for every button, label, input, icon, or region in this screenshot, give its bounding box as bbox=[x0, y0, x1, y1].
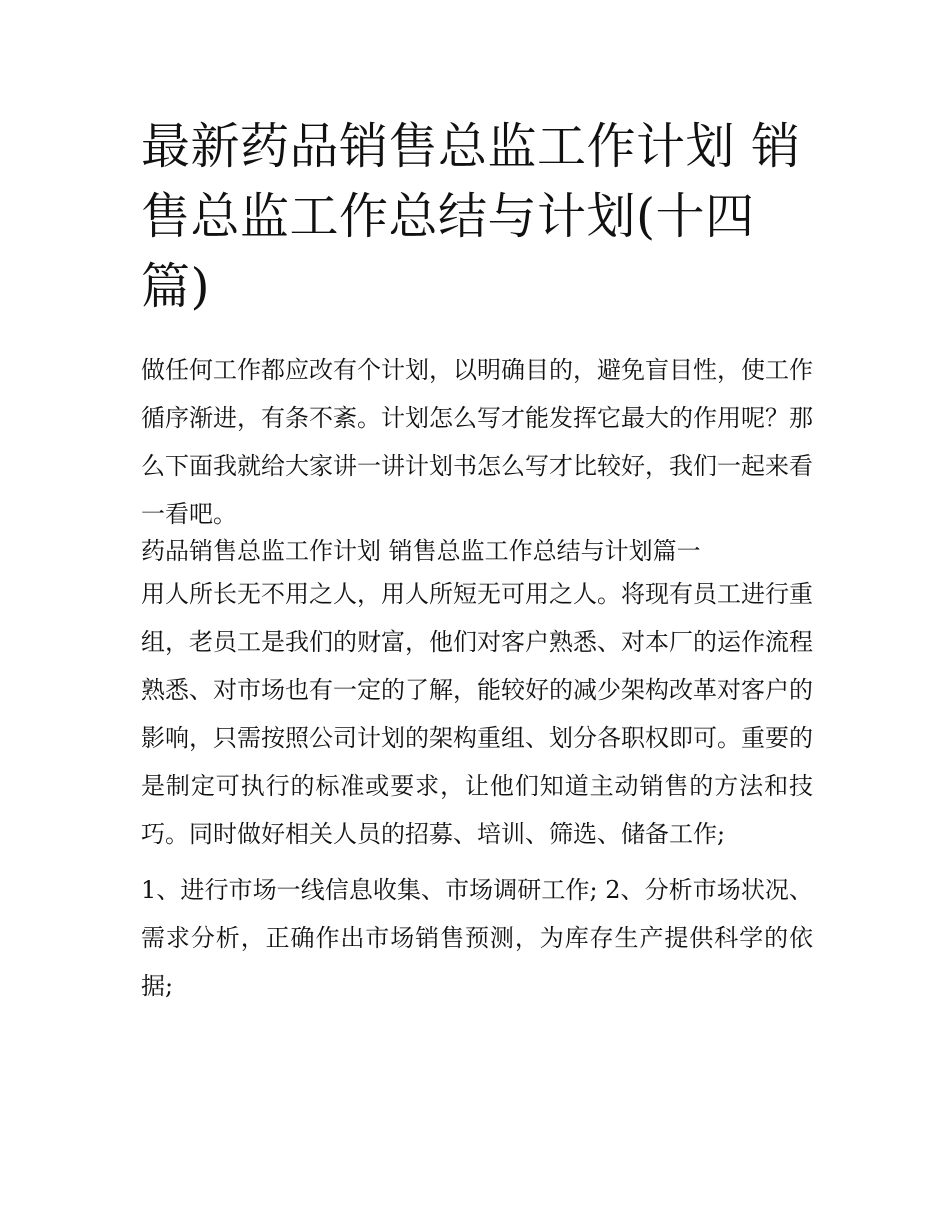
document-page bbox=[141, 0, 813, 1010]
section-heading: 药品销售总监工作计划 销售总监工作总结与计划篇一 bbox=[141, 537, 701, 565]
intro-paragraph: 做任何工作都应改有个计划，以明确目的，避免盲目性，使工作循序渐进，有条不紊。计划怎么写才能发挥它最大的作用呢？那么下面我就给大家讲一讲计划书怎么写才比较好，我们一起来看一看吧。 bbox=[141, 356, 813, 528]
body-paragraph-1: 用人所长无不用之人，用人所短无可用之人。将现有员工进行重组，老员工是我们的财富，他们对客户熟悉、对本厂的运作流程熟悉、对市场也有一定的了解，能较好的减少架构改革对客户的影响，只需按照公司计划的架构重组、划分各职权即可。重要的是制定可执行的标准或要求，让他们知道主动销售的方法和技巧。同时做好相关人员的招募、培训、筛选、储备工作; bbox=[141, 580, 813, 848]
document-title: 最新药品销售总监工作计划 销售总监工作总结与计划(十四篇) bbox=[141, 118, 801, 315]
body-paragraph-2: 1、进行市场一线信息收集、市场调研工作; 2、分析市场状况、需求分析，正确作出市场销售预测，为库存生产提供科学的依据; bbox=[141, 876, 813, 1000]
